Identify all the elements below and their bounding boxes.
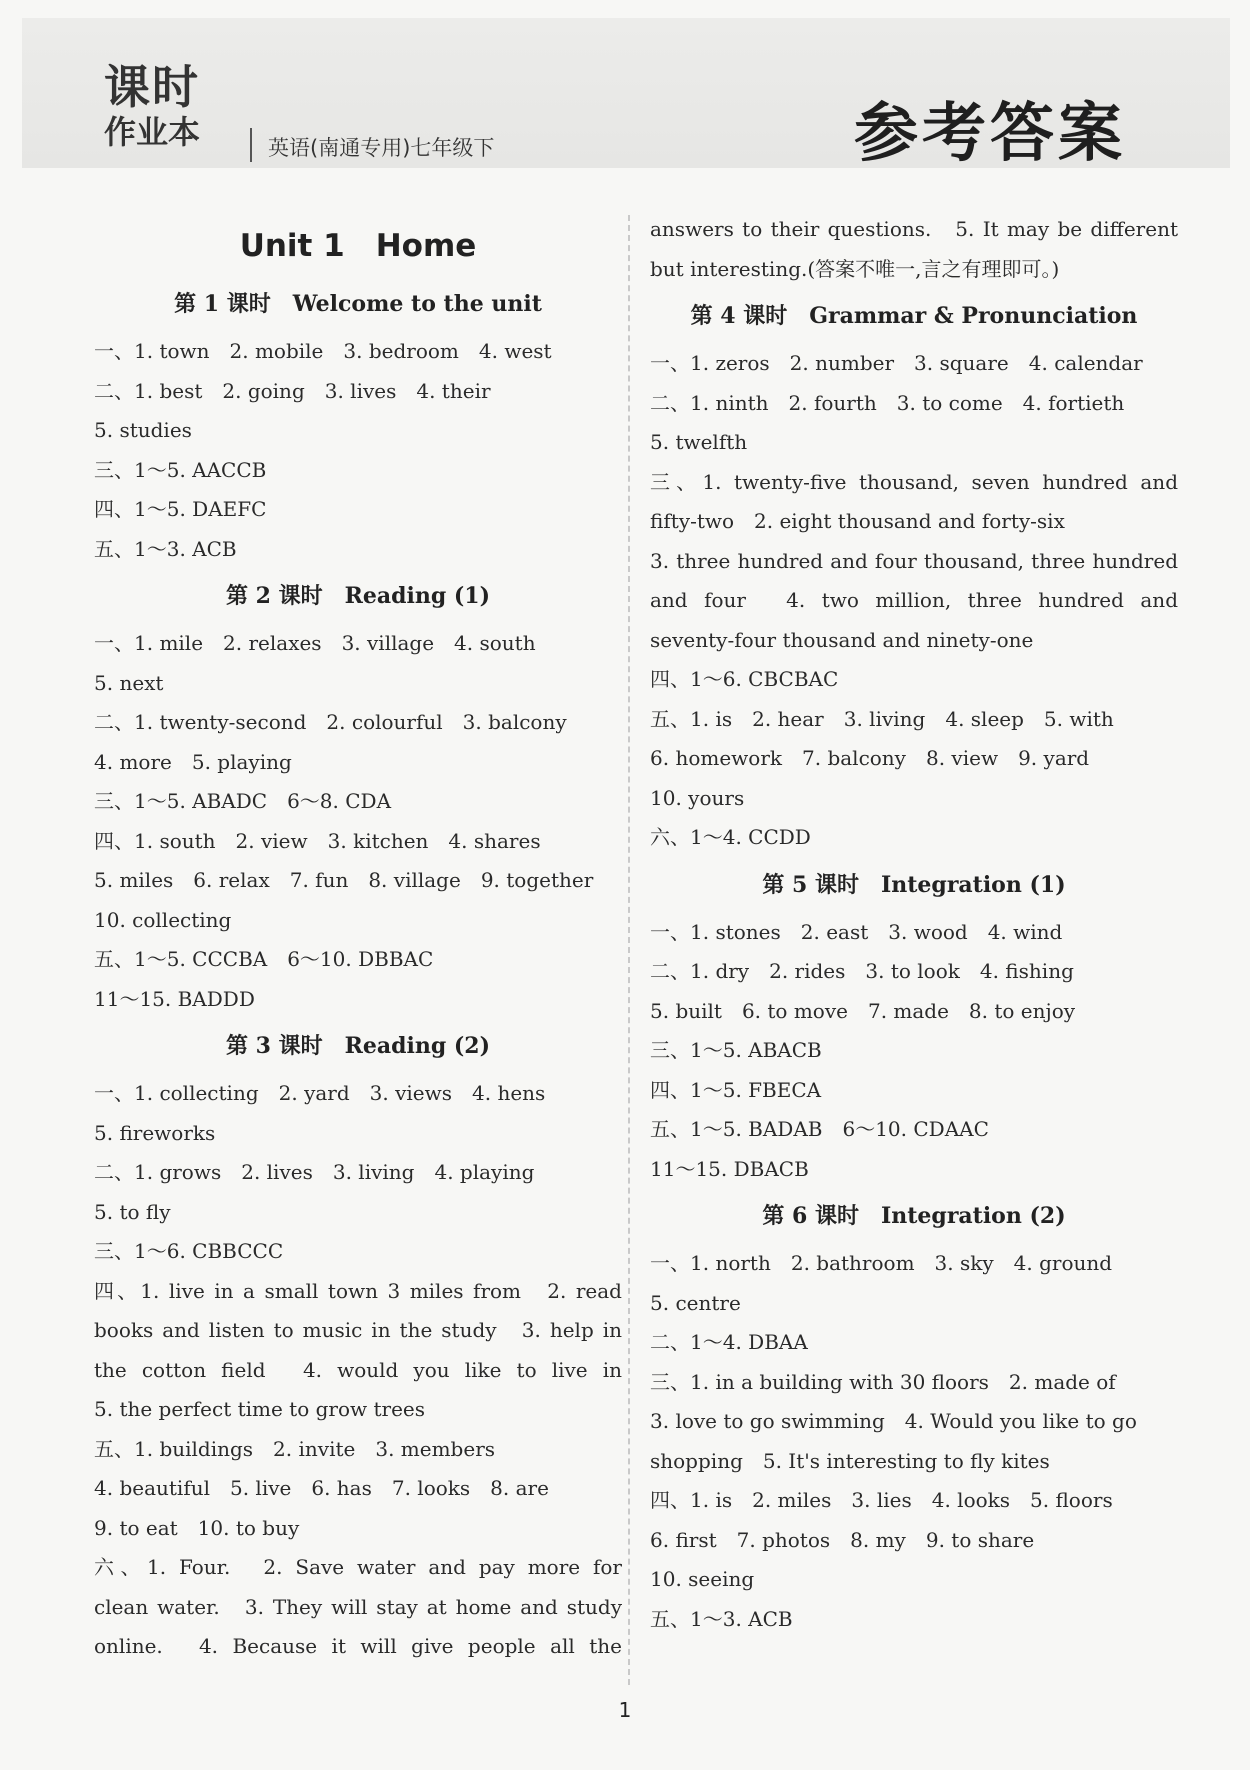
answer-line: clean water. 3. They will stay at home and study	[94, 1594, 622, 1619]
answer-line: the cotton field 4. would you like to live in	[94, 1357, 622, 1382]
answer-line: 五、1. is 2. hear 3. living 4. sleep 5. with	[650, 706, 1114, 731]
answer-line: books and listen to music in the study 3. help in	[94, 1318, 622, 1342]
answer-line: 二、1～4. DBAA	[650, 1330, 808, 1354]
right-column	[650, 210, 1178, 1639]
lesson3-title: 第 3 课时 Reading (2)	[225, 1033, 491, 1059]
page-header	[22, 18, 1230, 171]
answer-line: 3. three hundred and four thousand, three hundred	[650, 548, 1178, 573]
left-column	[94, 210, 622, 1667]
answer-line: 5. to fly	[94, 1199, 171, 1224]
answer-line: and four 4. two million, three hundred and	[650, 588, 1178, 612]
subject-label: 英语(南通专用)七年级下	[268, 136, 495, 160]
answer-line: 6. homework 7. balcony 8. view 9. yard	[650, 746, 1090, 770]
answer-line: 11～15. BADDD	[94, 986, 255, 1011]
answer-line: but interesting.(答案不唯一,言之有理即可。)	[650, 256, 1060, 281]
lesson4-title: 第 4 课时 Grammar & Pronunciation	[690, 303, 1138, 329]
lesson6-title: 第 6 课时 Integration (2)	[762, 1203, 1066, 1229]
answer-line: seventy-four thousand and ninety-one	[650, 627, 1034, 652]
answer-line: 六、1～4. CCDD	[650, 825, 811, 849]
answer-line: 三、1～5. ABADC 6～8. CDA	[94, 789, 392, 813]
answer-line: 一、1. zeros 2. number 3. square 4. calendar	[650, 351, 1143, 375]
answer-line: 4. beautiful 5. live 6. has 7. looks 8. are	[94, 1476, 549, 1500]
answer-line: 10. yours	[650, 785, 745, 810]
answer-line: 5. miles 6. relax 7. fun 8. village 9. together	[94, 868, 594, 892]
answer-line: 9. to eat 10. to buy	[94, 1515, 300, 1540]
answer-line: 5. next	[94, 670, 164, 695]
answer-line: 二、1. dry 2. rides 3. to look 4. fishing	[650, 959, 1074, 983]
brand-bottom: 作业本	[104, 113, 201, 151]
answer-line: 五、1～5. CCCBA 6～10. DBBAC	[94, 947, 434, 971]
unit-title: Unit 1 Home	[239, 228, 477, 264]
answer-line: 一、1. collecting 2. yard 3. views 4. hens	[94, 1081, 546, 1105]
answer-line: 5. built 6. to move 7. made 8. to enjoy	[650, 998, 1076, 1023]
answer-line: 四、1. south 2. view 3. kitchen 4. shares	[94, 828, 541, 853]
answer-line: 四、1～6. CBCBAC	[650, 667, 839, 691]
answer-line: 四、1. live in a small town 3 miles from 2. read	[94, 1278, 622, 1303]
answer-line: 二、1. best 2. going 3. lives 4. their	[94, 378, 491, 403]
answer-line: 三、1～5. AACCB	[94, 457, 267, 482]
lesson1-title: 第 1 课时 Welcome to the unit	[174, 291, 542, 317]
answer-line: 二、1. ninth 2. fourth 3. to come 4. fortieth	[650, 390, 1125, 415]
answer-line: online. 4. Because it will give people all the	[94, 1634, 622, 1658]
answer-line: 3. love to go swimming 4. Would you like to go	[650, 1409, 1137, 1433]
answer-line: 五、1～5. BADAB 6～10. CDAAC	[650, 1117, 989, 1141]
lesson5-title: 第 5 课时 Integration (1)	[762, 871, 1066, 898]
answer-line: 一、1. north 2. bathroom 3. sky 4. ground	[650, 1251, 1113, 1275]
page-number: 1	[618, 1698, 632, 1722]
answer-line: 6. first 7. photos 8. my 9. to share	[650, 1527, 1035, 1552]
answer-line: 六、1. Four. 2. Save water and pay more for	[94, 1555, 622, 1579]
answer-line: 四、1～5. DAEFC	[94, 497, 267, 521]
answer-line: 五、1～3. ACB	[650, 1606, 793, 1631]
brand-top: 课时	[104, 60, 200, 114]
answer-line: 5. fireworks	[94, 1120, 216, 1145]
answer-line: 一、1. town 2. mobile 3. bedroom 4. west	[94, 339, 552, 363]
answer-line: 5. the perfect time to grow trees	[94, 1397, 426, 1421]
answer-line: 二、1. twenty-second 2. colourful 3. balcony	[94, 710, 567, 734]
answer-line: 4. more 5. playing	[94, 749, 292, 774]
answer-line: 11～15. DBACB	[650, 1156, 809, 1181]
answer-line: fifty-two 2. eight thousand and forty-six	[650, 509, 1065, 533]
answer-line: 5. twelfth	[650, 430, 748, 454]
answer-line: 五、1～3. ACB	[94, 536, 237, 561]
column-divider	[628, 215, 630, 1685]
answer-line: 一、1. stones 2. east 3. wood 4. wind	[650, 919, 1063, 944]
answer-line: 三、1. twenty-five thousand, seven hundred and	[650, 469, 1178, 494]
answer-line: 10. seeing	[650, 1567, 755, 1591]
answer-line: 三、1～6. CBBCCC	[94, 1239, 284, 1263]
answer-line: 二、1. grows 2. lives 3. living 4. playing	[94, 1160, 535, 1184]
answers-title: 参考答案	[854, 97, 1126, 171]
answer-line: 5. studies	[94, 418, 192, 442]
answer-line: 三、1～5. ABACB	[650, 1038, 822, 1062]
brand-logo	[104, 62, 200, 152]
answer-line: 10. collecting	[94, 907, 232, 932]
lesson2-title: 第 2 课时 Reading (1)	[225, 583, 491, 609]
answer-line: shopping 5. It's interesting to fly kites	[650, 1448, 1050, 1473]
answer-line: answers to their questions. 5. It may be different	[650, 217, 1178, 241]
answer-line: 一、1. mile 2. relaxes 3. village 4. south	[94, 631, 536, 655]
answer-line: 三、1. in a building with 30 floors 2. made of	[650, 1369, 1116, 1394]
header-divider	[250, 128, 252, 162]
answer-line: 四、1. is 2. miles 3. lies 4. looks 5. floors	[650, 1488, 1113, 1512]
answer-line: 四、1～5. FBECA	[650, 1077, 822, 1102]
answer-line: 五、1. buildings 2. invite 3. members	[94, 1436, 496, 1461]
answer-line: 5. centre	[650, 1290, 741, 1315]
